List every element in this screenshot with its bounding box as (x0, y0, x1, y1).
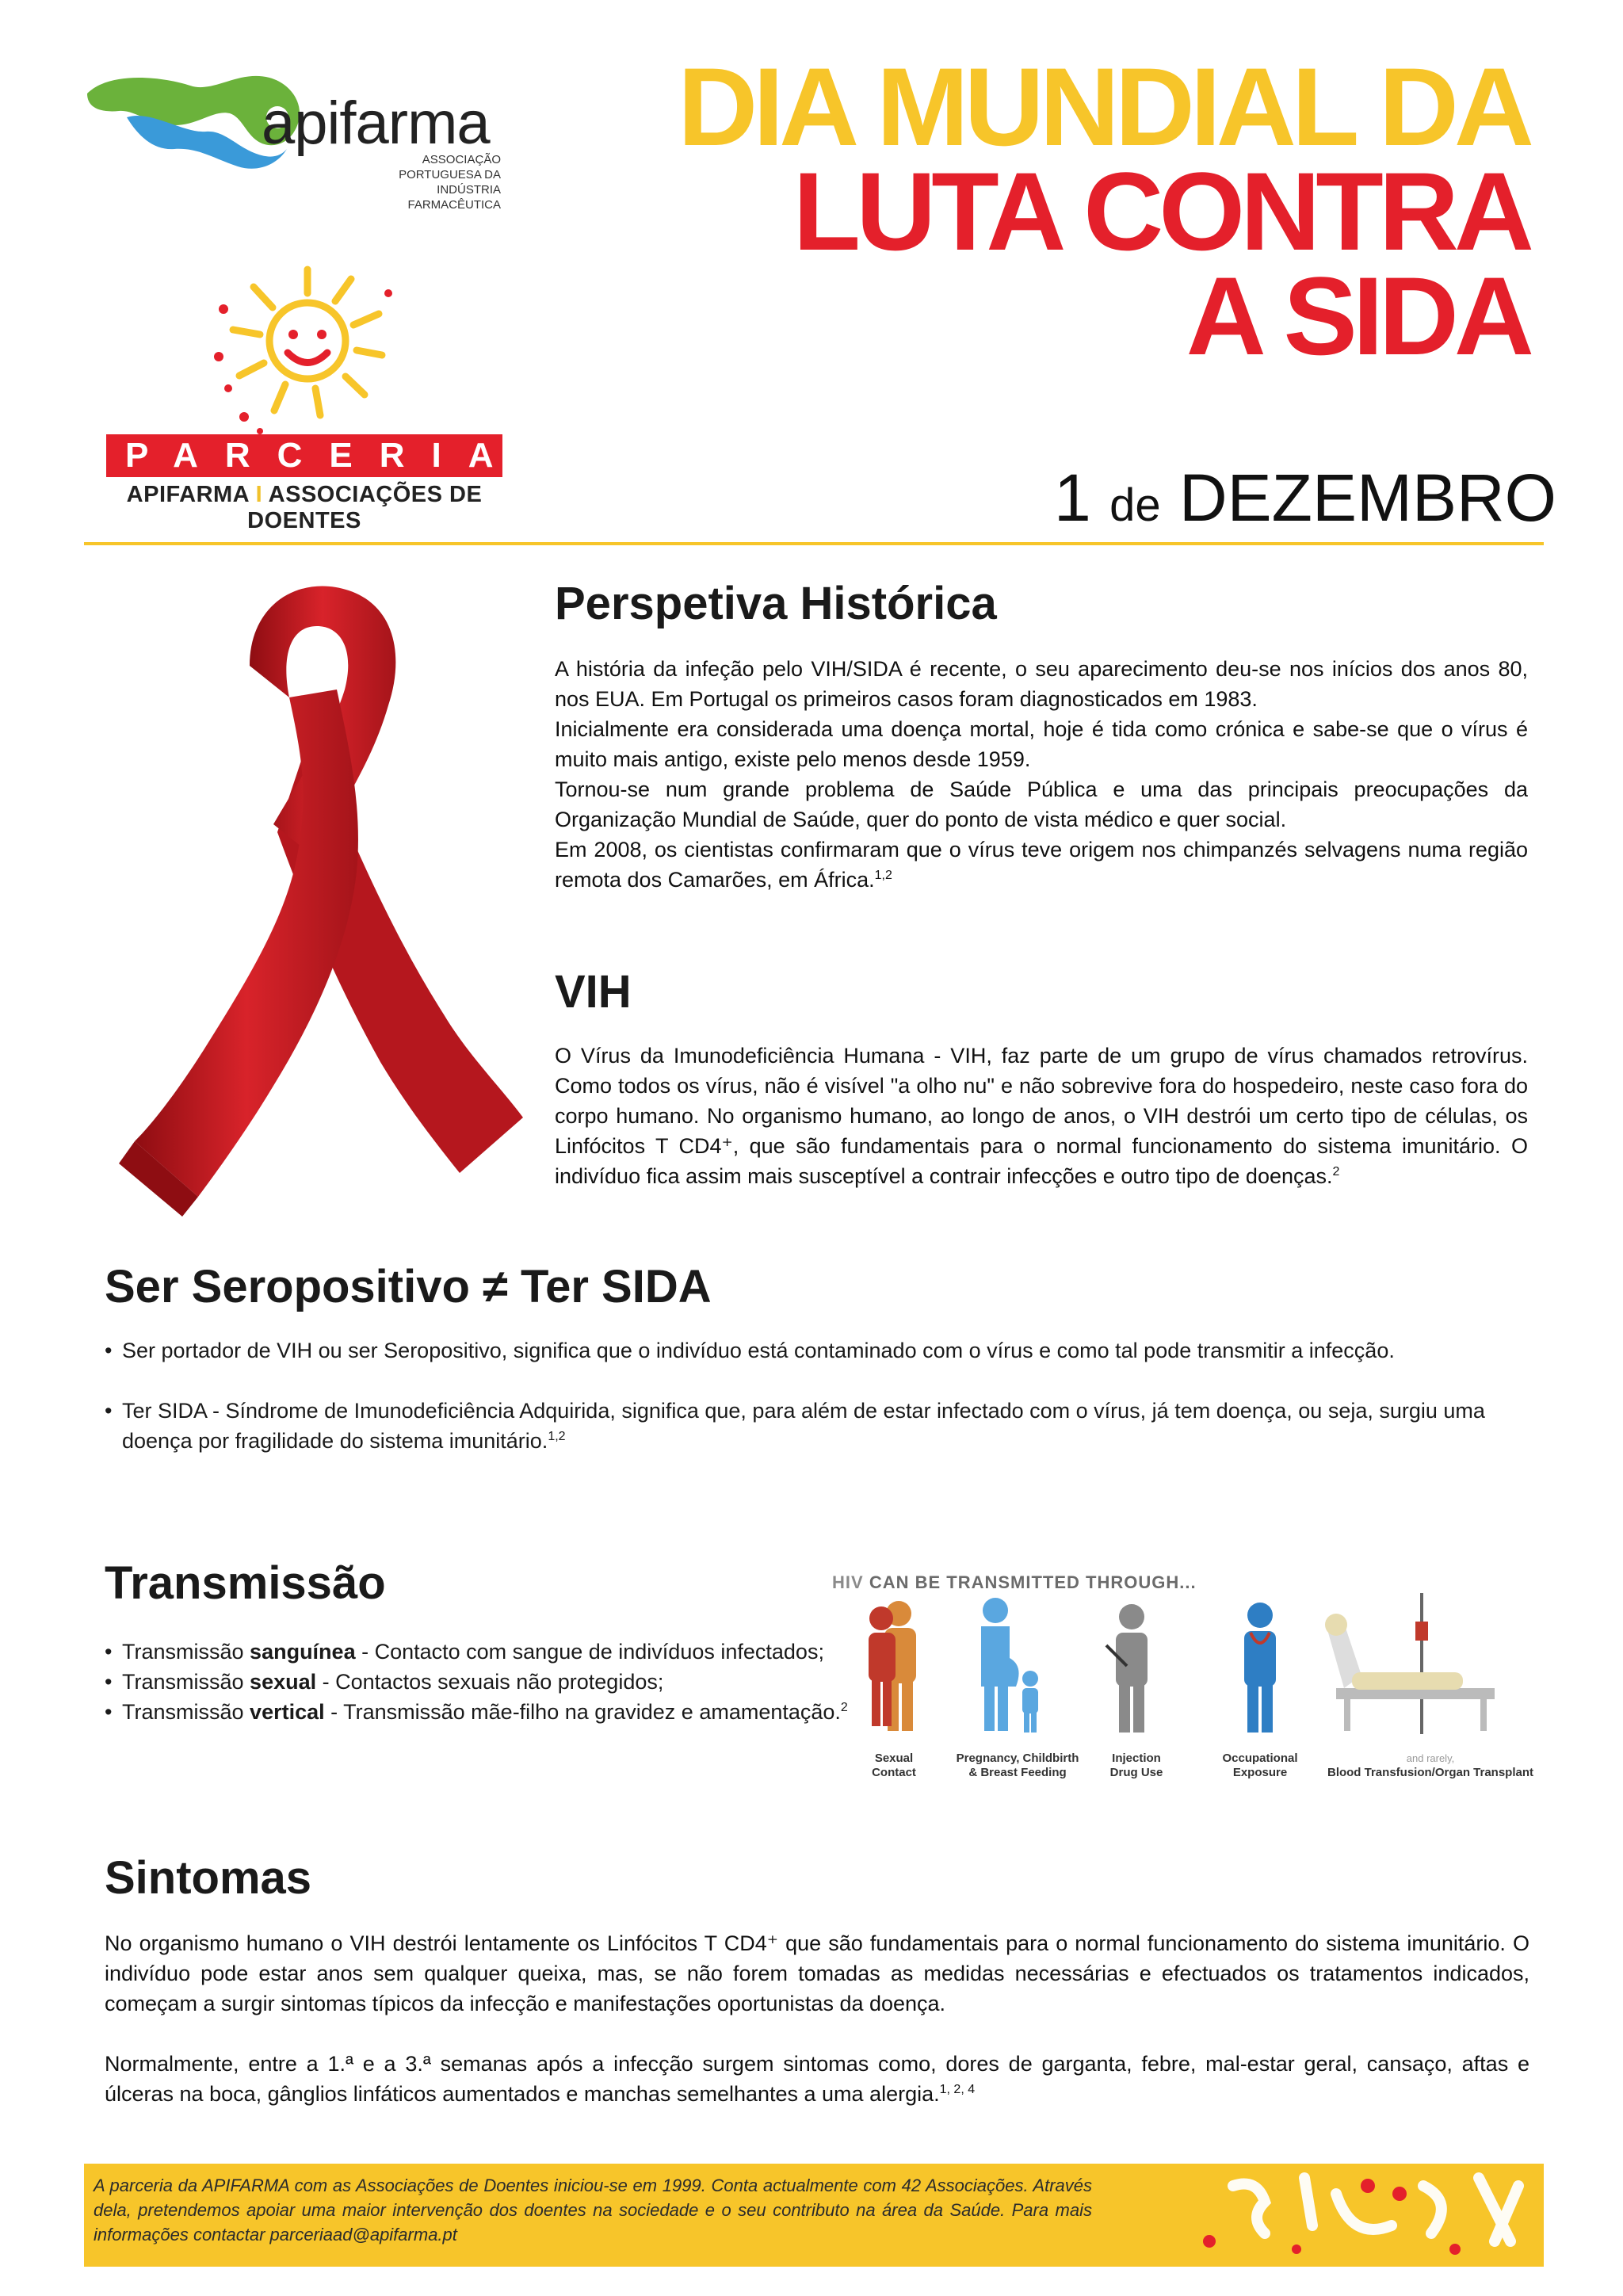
infographic-title (832, 1572, 1197, 1593)
occupational-icon (1244, 1603, 1276, 1733)
seropositivo-list (105, 1335, 1531, 1456)
infographic-label-line: Drug Use (1109, 1766, 1163, 1779)
infographic-label-injection (1097, 1752, 1176, 1780)
transmissao-item-key: vertical (250, 1700, 325, 1724)
apifarma-subtitle (342, 152, 501, 212)
vih-text: O Vírus da Imunodeficiência Humana - VIH, faz parte de um grupo de vírus chamados retrovírus. Como todos os vírus, não é visível "a olho nu" e não sobrevive fora do hospedeiro, neste caso fora do corpo humano. No organismo humano, ao longo de anos, o VIH destrói um certo tipo de células, os Linfócitos T CD4⁺, que são fundamentais para o normal funcionamento do sistema imunitário. O indivíduo fica assim mais susceptível a contrair infecções e outro tipo de doenças. (555, 1044, 1528, 1188)
transmissao-item-prefix: Transmissão (122, 1700, 250, 1724)
transmission-infographic (829, 1593, 1542, 1752)
section-vih (555, 965, 1528, 1191)
header-divider (84, 542, 1544, 545)
parceria-badge: PARCERIA (106, 434, 502, 477)
injection-icon (1106, 1604, 1148, 1733)
sintomas-p2-ref: 1, 2, 4 (939, 2083, 976, 2096)
section-sintomas (105, 1851, 1529, 2109)
transmissao-item (105, 1697, 850, 1727)
date-month: DEZEMBRO (1178, 460, 1556, 535)
date-day: 1 (1054, 460, 1091, 535)
date-de: de (1109, 479, 1161, 531)
infographic-label-occupational (1212, 1752, 1308, 1780)
apifarma-subtitle-line2: INDÚSTRIA FARMACÊUTICA (407, 183, 501, 212)
infographic-label-transfusion (1316, 1752, 1545, 1780)
title-line-3: A SIDA (1186, 254, 1529, 378)
infographic-title-hiv: HIV (832, 1572, 864, 1592)
transmissao-item-key: sexual (250, 1670, 317, 1694)
sintomas-body (105, 1928, 1529, 2109)
seropositivo-bullet-2 (105, 1396, 1531, 1456)
infographic-label-line: Contact (872, 1766, 916, 1779)
infographic-label-sexual (864, 1752, 924, 1780)
apifarma-subtitle-line1: ASSOCIAÇÃO PORTUGUESA DA (399, 153, 501, 181)
transmissao-list (105, 1637, 850, 1727)
parceria-sub-right: ASSOCIAÇÕES DE DOENTES (247, 482, 483, 533)
infographic-label-line: Sexual (874, 1752, 914, 1765)
infographic-label-line: Injection (1112, 1752, 1161, 1765)
red-ribbon-icon (111, 571, 531, 1221)
historica-p4: Em 2008, os cientistas confirmaram que o vírus teve origem nos chimpanzés selvagens numa região remota dos Camarões, em África. (555, 838, 1528, 892)
transmissao-item-key: sanguínea (250, 1640, 356, 1664)
historica-p4-wrap (555, 835, 1528, 895)
historica-heading: Perspetiva Histórica (555, 578, 997, 629)
seropositivo-bullet-2-text: Ter SIDA - Síndrome de Imunodeficiência Adquirida, significa que, para além de estar infectado com o vírus, já tem doença, ou seja, surgiu uma doença por fragilidade do sistema imunitário. (122, 1399, 1485, 1453)
transmissao-item-rest: - Transmissão mãe-filho na gravidez e amamentação. (324, 1700, 841, 1724)
transmissao-item-prefix: Transmissão (122, 1640, 250, 1664)
sun-logo-icon (212, 262, 395, 436)
sexual-contact-icon (869, 1601, 916, 1731)
section-seropositivo (105, 1260, 1531, 1456)
seropositivo-bullet-1: • Ser portador de VIH ou ser Seropositivo, significa que o indivíduo está contaminado com o vírus e como tal pode transmitir a infecção. (105, 1335, 1531, 1366)
transmissao-item-prefix: Transmissão (122, 1670, 250, 1694)
transmissao-item (105, 1667, 850, 1697)
footer-text: A parceria da APIFARMA com as Associações de Doentes iniciou-se em 1999. Conta actualmente com 42 Associações. Através dela, pretendemos apoiar uma maior intervenção dos doentes na sociedade e o seu contributo na área da Saúde. Para mais informações contactar parceriaad@apifarma.pt (94, 2176, 1092, 2244)
vih-ref: 2 (1332, 1165, 1340, 1179)
historica-p2: Inicialmente era considerada uma doença mortal, hoje é tida como crónica e sabe-se que o vírus é muito mais antigo, existe pelo menos desde 1959. (555, 717, 1528, 771)
parceria-sub-separator: I (255, 482, 263, 507)
sintomas-p1: No organismo humano o VIH destrói lentamente os Linfócitos T CD4⁺ que são fundamentais para o normal funcionamento do sistema imunitário. O indivíduo pode estar anos sem qualquer queixa, mas, se não forem tomadas as medidas necessárias e efectuados os tratamentos indicados, começam a surgir sintomas típicos da infecção e manifestações oportunistas da doença. (105, 1931, 1529, 2015)
historica-body (555, 654, 1528, 895)
vih-heading: VIH (555, 966, 632, 1018)
sintomas-p2-wrap (105, 2049, 1529, 2109)
infographic-label-line: Occupational (1222, 1752, 1298, 1765)
infographic-title-rest: CAN BE TRANSMITTED THROUGH... (869, 1572, 1197, 1592)
seropositivo-bullet-2-ref: 1,2 (548, 1430, 566, 1443)
infographic-label-line: Blood Transfusion/Organ Transplant (1327, 1766, 1534, 1779)
transmissao-item-ref: 2 (840, 1701, 848, 1714)
infographic-label-pregnancy (940, 1752, 1095, 1780)
event-date (1054, 460, 1556, 537)
infographic-label-line: Exposure (1232, 1766, 1288, 1779)
transmissao-item-rest: - Contacto com sangue de indivíduos infectados; (355, 1640, 824, 1664)
parceria-sub-left: APIFARMA (126, 482, 250, 507)
sintomas-p2: Normalmente, entre a 1.ª e a 3.ª semanas após a infecção surgem sintomas como, dores de garganta, febre, mal-estar geral, cansaço, aftas e úlceras na boca, gânglios linfáticos aumentados e manchas semelhantes a uma alergia. (105, 2052, 1529, 2106)
parceria-subtitle (106, 482, 502, 534)
seropositivo-heading: Ser Seropositivo ≠ Ter SIDA (105, 1261, 712, 1312)
title-line-1: DIA MUNDIAL DA (678, 44, 1529, 169)
historica-p3: Tornou-se num grande problema de Saúde Pública e uma das principais preocupações da Organização Mundial de Saúde, quer do ponto de vista médico e quer social. (555, 777, 1528, 831)
historica-p1: A história da infeção pelo VIH/SIDA é recente, o seu aparecimento deu-se nos inícios dos anos 80, nos EUA. Em Portugal os primeiros casos foram diagnosticados em 1983. (555, 657, 1528, 711)
infographic-label-line: and rarely, (1406, 1752, 1455, 1764)
title-line-2: LUTA CONTRA (792, 149, 1529, 273)
pregnancy-icon (981, 1598, 1038, 1733)
transmissao-item (105, 1637, 850, 1667)
vih-body (555, 1041, 1528, 1191)
sintomas-heading: Sintomas (105, 1852, 312, 1904)
infographic-label-line: Pregnancy, Childbirth (956, 1752, 1079, 1765)
section-historica (555, 577, 1528, 895)
transmissao-heading: Transmissão (105, 1557, 386, 1609)
transmissao-item-rest: - Contactos sexuais não protegidos; (316, 1670, 664, 1694)
apifarma-wordmark: apifarma (262, 90, 490, 157)
infographic-label-line: & Breast Feeding (968, 1766, 1067, 1779)
historica-p4-ref: 1,2 (874, 869, 892, 882)
blood-transfusion-icon (1325, 1593, 1495, 1734)
section-transmissao (105, 1557, 850, 1727)
footer-sun-decoration-icon (1201, 2170, 1534, 2260)
